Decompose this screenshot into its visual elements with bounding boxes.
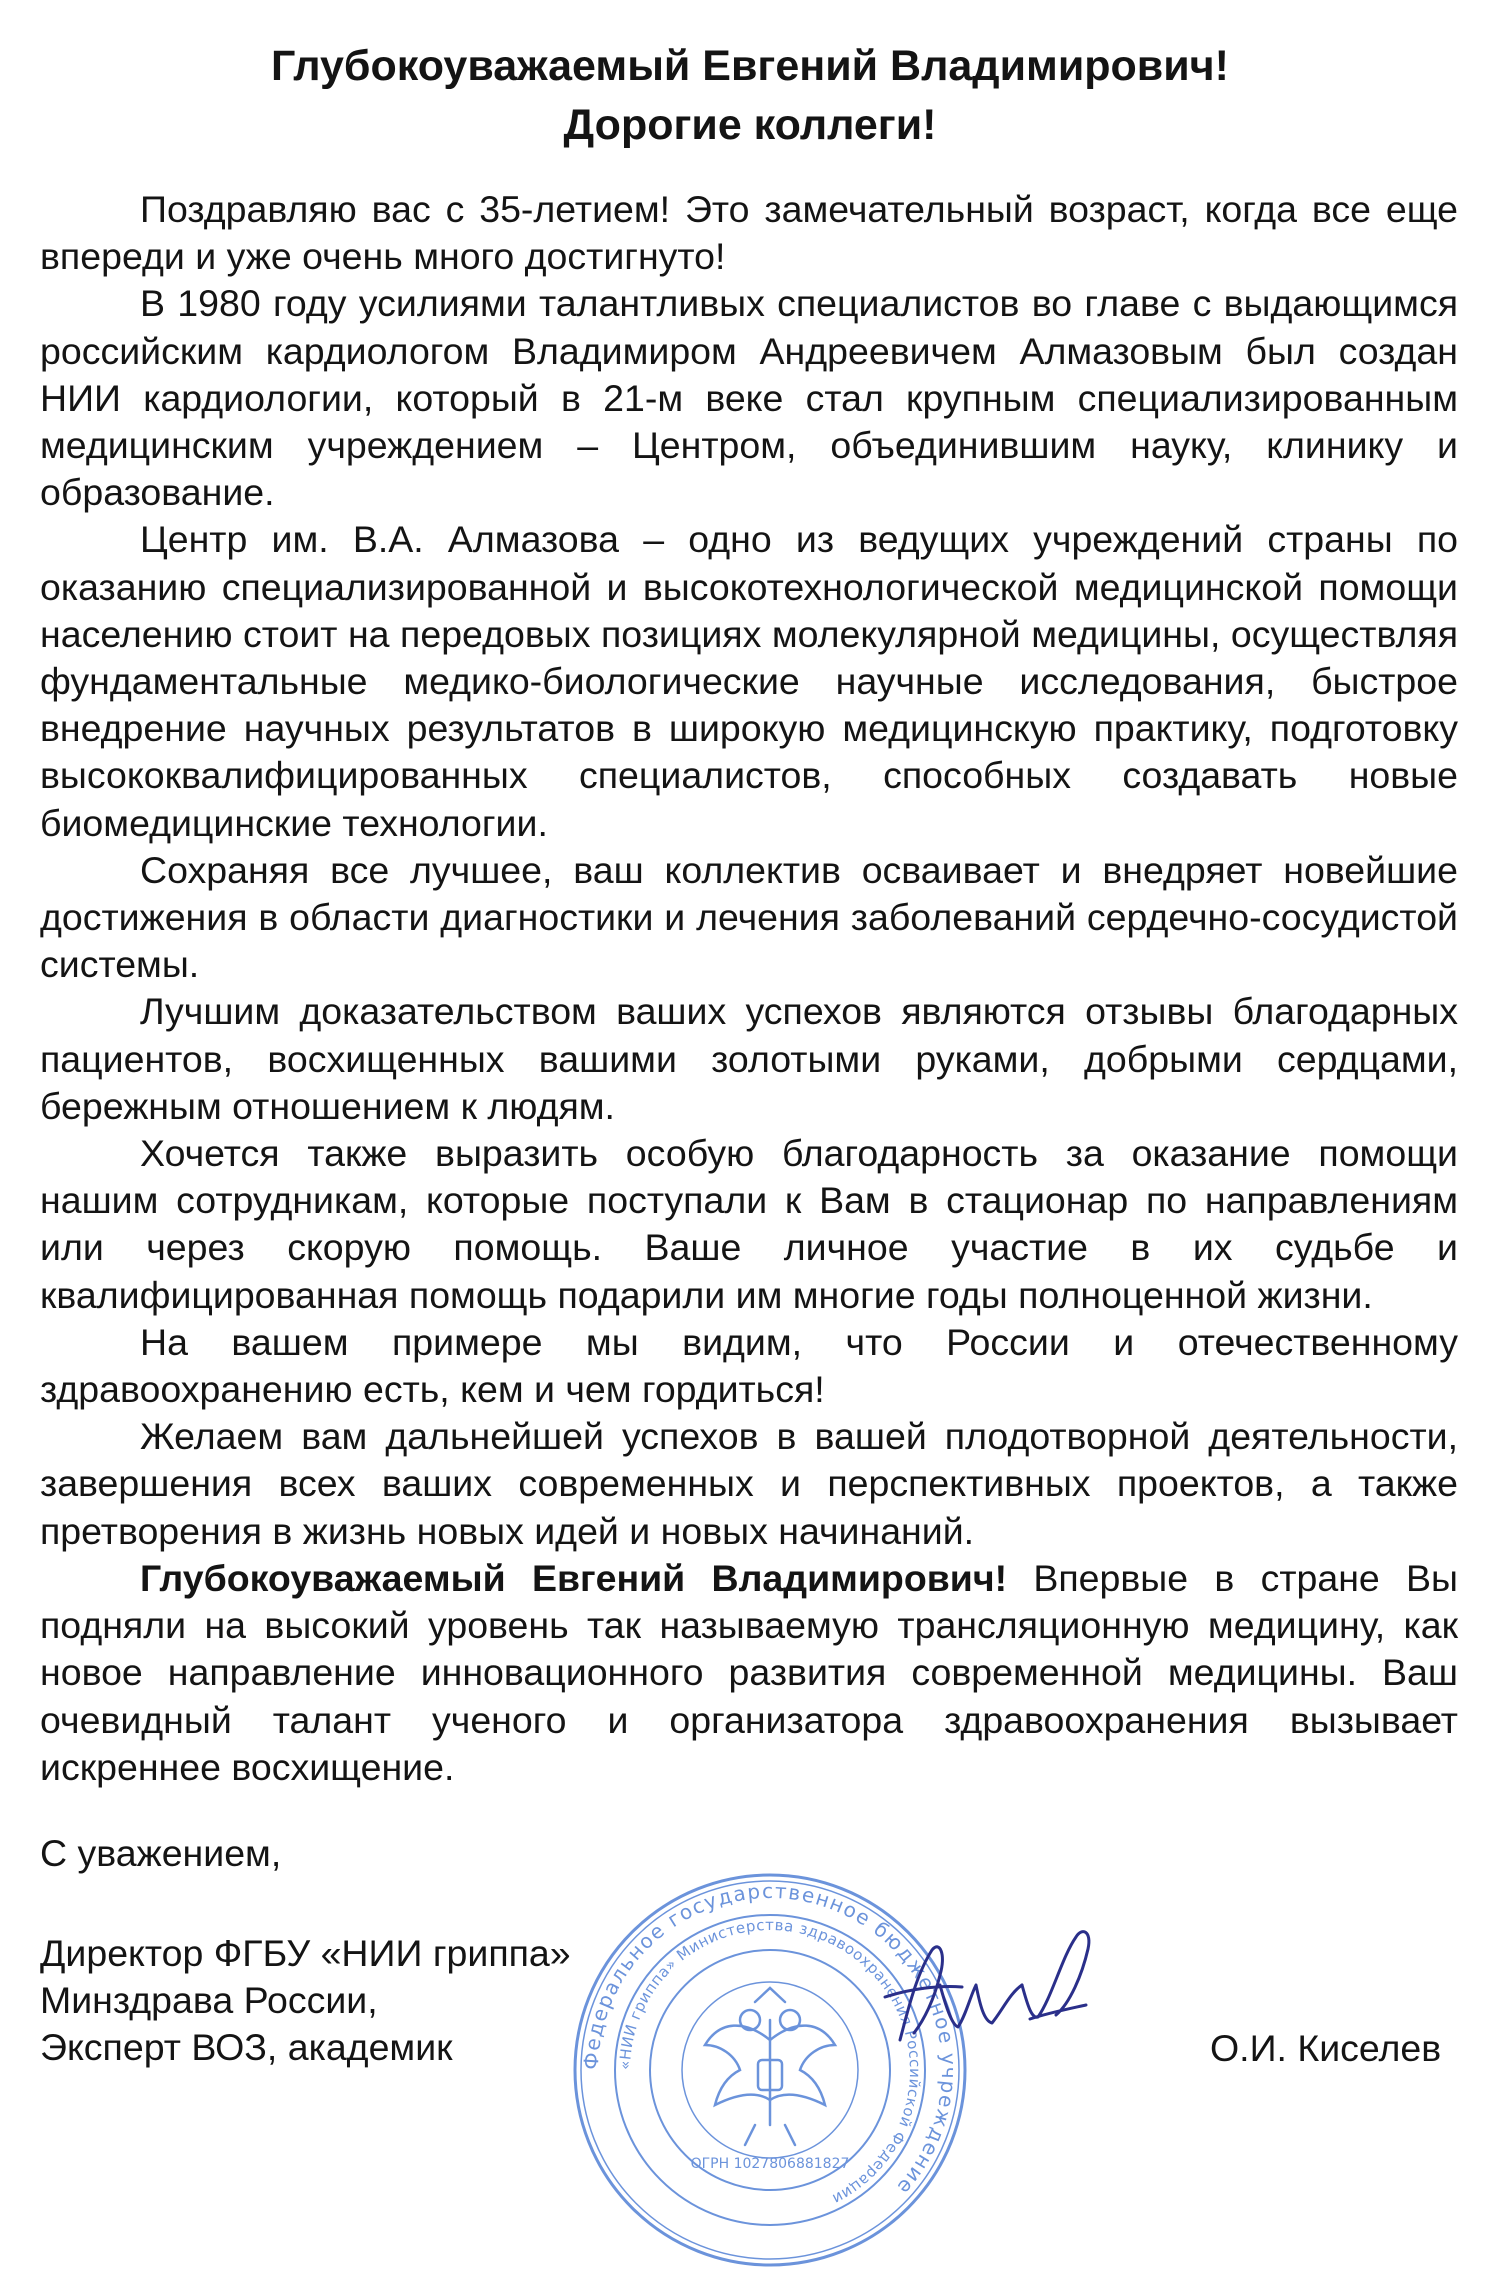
- paragraph-3: Центр им. В.А. Алмазова – одно из ведущих учреждений страны по оказанию специализированной и высокотехнологической медицинской помощи населению стоит на передовых позициях молекулярной медицины, осуществляя фундаментальные медико-биологические научные исследования, быстрое внедрение научных результатов в широкую медицинскую практику, подготовку высококвалифицированных специалистов, способных создавать новые биомедицинские технологии.: [40, 518, 1458, 844]
- signatory-titles: Эксперт ВОЗ, академик: [40, 2026, 453, 2068]
- signatory-block: [40, 1930, 571, 2071]
- stamp-outer-text: Федеральное государственное бюджетное учреждение: [578, 1878, 962, 2201]
- paragraph-9-text: Впервые в стране Вы подняли на высокий уровень так называемую трансляционную медицину, как новое направление инновационного развития современной медицины. Ваш очевидный талант ученого и организатора здравоохранения вызывает искреннее восхищение.: [40, 1556, 1458, 1788]
- salutation-subheading: Дорогие коллеги!: [563, 101, 937, 149]
- paragraph-2: В 1980 году усилиями талантливых специалистов во главе с выдающимся российским кардиологом Владимиром Андреевичем Алмазовым был создан НИИ кардиологии, который в 21-м веке стал крупным специализированным медицинским учреждением – Центром, объединившим науку, клинику и образование.: [40, 282, 1458, 514]
- signatory-position: Директор ФГБУ «НИИ гриппа»: [40, 1932, 571, 1974]
- eagle-emblem-icon: [705, 1988, 835, 2145]
- paragraph-4: Сохраняя все лучшее, ваш коллектив осваивает и внедряет новейшие достижения в области диагностики и лечения заболеваний сердечно-сосудистой системы.: [40, 848, 1458, 986]
- paragraph-7: На вашем примере мы видим, что России и отечественному здравоохранению есть, кем и чем гордиться!: [40, 1320, 1458, 1411]
- paragraph-9-address: Глубокоуважаемый Евгений Владимирович!: [140, 1556, 1008, 1599]
- salutation-heading: Глубокоуважаемый Евгений Владимирович!: [271, 42, 1229, 90]
- paragraph-5: Лучшим доказательством ваших успехов являются отзывы благодарных пациентов, восхищенных вашими золотыми руками, добрыми сердцами, бережным отношением к людям.: [40, 990, 1458, 1127]
- paragraph-1: Поздравляю вас с 35-летием! Это замечательный возраст, когда все еще впереди и уже очень много достигнуто!: [40, 188, 1458, 278]
- stamp-inner-text: «НИИ гриппа» Министерства здравоохранения Российской Федерации: [615, 1915, 925, 2209]
- letter-body: [40, 186, 1458, 1791]
- signatory-ministry: Минздрава России,: [40, 1979, 378, 2021]
- paragraph-9: [40, 1555, 1458, 1791]
- closing-phrase: С уважением,: [40, 1832, 282, 1874]
- paragraph-8: Желаем вам дальнейшей успехов в вашей плодотворной деятельности, завершения всех ваших современных и перспективных проектов, а также претворения в жизнь новых идей и новых начинаний.: [40, 1415, 1458, 1552]
- handwritten-signature: [880, 1915, 1110, 2055]
- stamp-ogrn: ОГРН 1027806881827: [690, 2156, 850, 2172]
- signer-name: О.И. Киселев: [1210, 2027, 1442, 2069]
- paragraph-6: Хочется также выразить особую благодарность за оказание помощи нашим сотрудникам, которые поступали к Вам в стационар по направлениям или через скорую помощь. Ваше личное участие в их судьбе и квалифицированная помощь подарили им многие годы полноценной жизни.: [40, 1132, 1458, 1316]
